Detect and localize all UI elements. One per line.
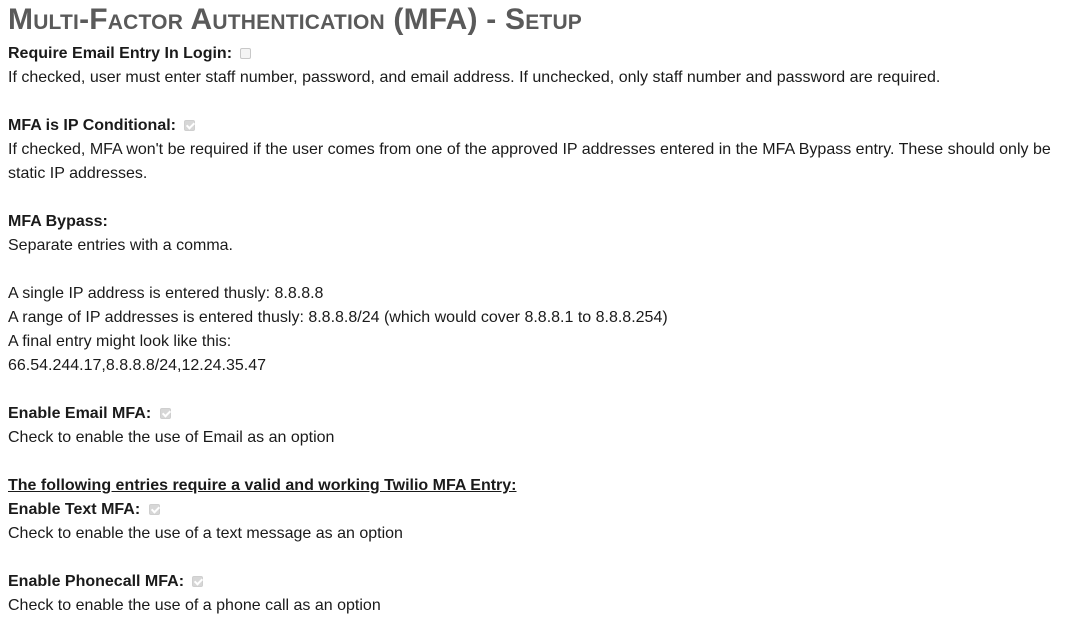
require-email-row xyxy=(8,42,1079,66)
ip-conditional-label: MFA is IP Conditional: xyxy=(8,117,176,134)
spacer xyxy=(8,258,1079,282)
ip-conditional-description: If checked, MFA won't be required if the user comes from one of the approved IP addresses entered in the MFA Bypass entry. These should only be static IP addresses. xyxy=(8,141,1051,182)
phonecall-mfa-description: Check to enable the use of a phone call as an option xyxy=(8,597,381,614)
phonecall-mfa-row xyxy=(8,570,1079,594)
spacer xyxy=(8,450,1079,474)
ip-conditional-checkbox[interactable] xyxy=(184,120,195,131)
email-mfa-checkbox[interactable] xyxy=(160,408,171,419)
mfa-bypass-label: MFA Bypass: xyxy=(8,213,108,230)
mfa-bypass-final-intro: A final entry might look like this: xyxy=(8,333,232,350)
page-title: Multi-Factor Authentication (MFA) - Setup xyxy=(8,3,583,36)
text-mfa-label: Enable Text MFA: xyxy=(8,501,141,518)
spacer xyxy=(8,90,1079,114)
spacer xyxy=(8,546,1079,570)
text-mfa-checkbox[interactable] xyxy=(149,504,160,515)
spacer xyxy=(8,378,1079,402)
email-mfa-description: Check to enable the use of Email as an option xyxy=(8,429,335,446)
mfa-bypass-final-example: 66.54.244.17,8.8.8.8/24,12.24.35.47 xyxy=(8,357,267,374)
phonecall-mfa-checkbox[interactable] xyxy=(192,576,203,587)
phonecall-mfa-label: Enable Phonecall MFA: xyxy=(8,573,185,590)
email-mfa-row xyxy=(8,402,1079,426)
twilio-requirement-note: The following entries require a valid and working Twilio MFA Entry: xyxy=(8,477,517,494)
text-mfa-description: Check to enable the use of a text message as an option xyxy=(8,525,403,542)
ip-conditional-row xyxy=(8,114,1079,138)
email-mfa-label: Enable Email MFA: xyxy=(8,405,152,422)
spacer xyxy=(8,186,1079,210)
require-email-description: If checked, user must enter staff number, password, and email address. If unchecked, only staff number and password are required. xyxy=(8,69,941,86)
require-email-label: Require Email Entry In Login: xyxy=(8,45,233,62)
text-mfa-row xyxy=(8,498,1079,522)
mfa-bypass-instruction: Separate entries with a comma. xyxy=(8,237,233,254)
mfa-bypass-single-example: A single IP address is entered thusly: 8.8.8.8 xyxy=(8,285,324,302)
mfa-bypass-range-example: A range of IP addresses is entered thusly: 8.8.8.8/24 (which would cover 8.8.8.1 to 8.8.8.254) xyxy=(8,309,668,326)
require-email-checkbox[interactable] xyxy=(240,48,251,59)
